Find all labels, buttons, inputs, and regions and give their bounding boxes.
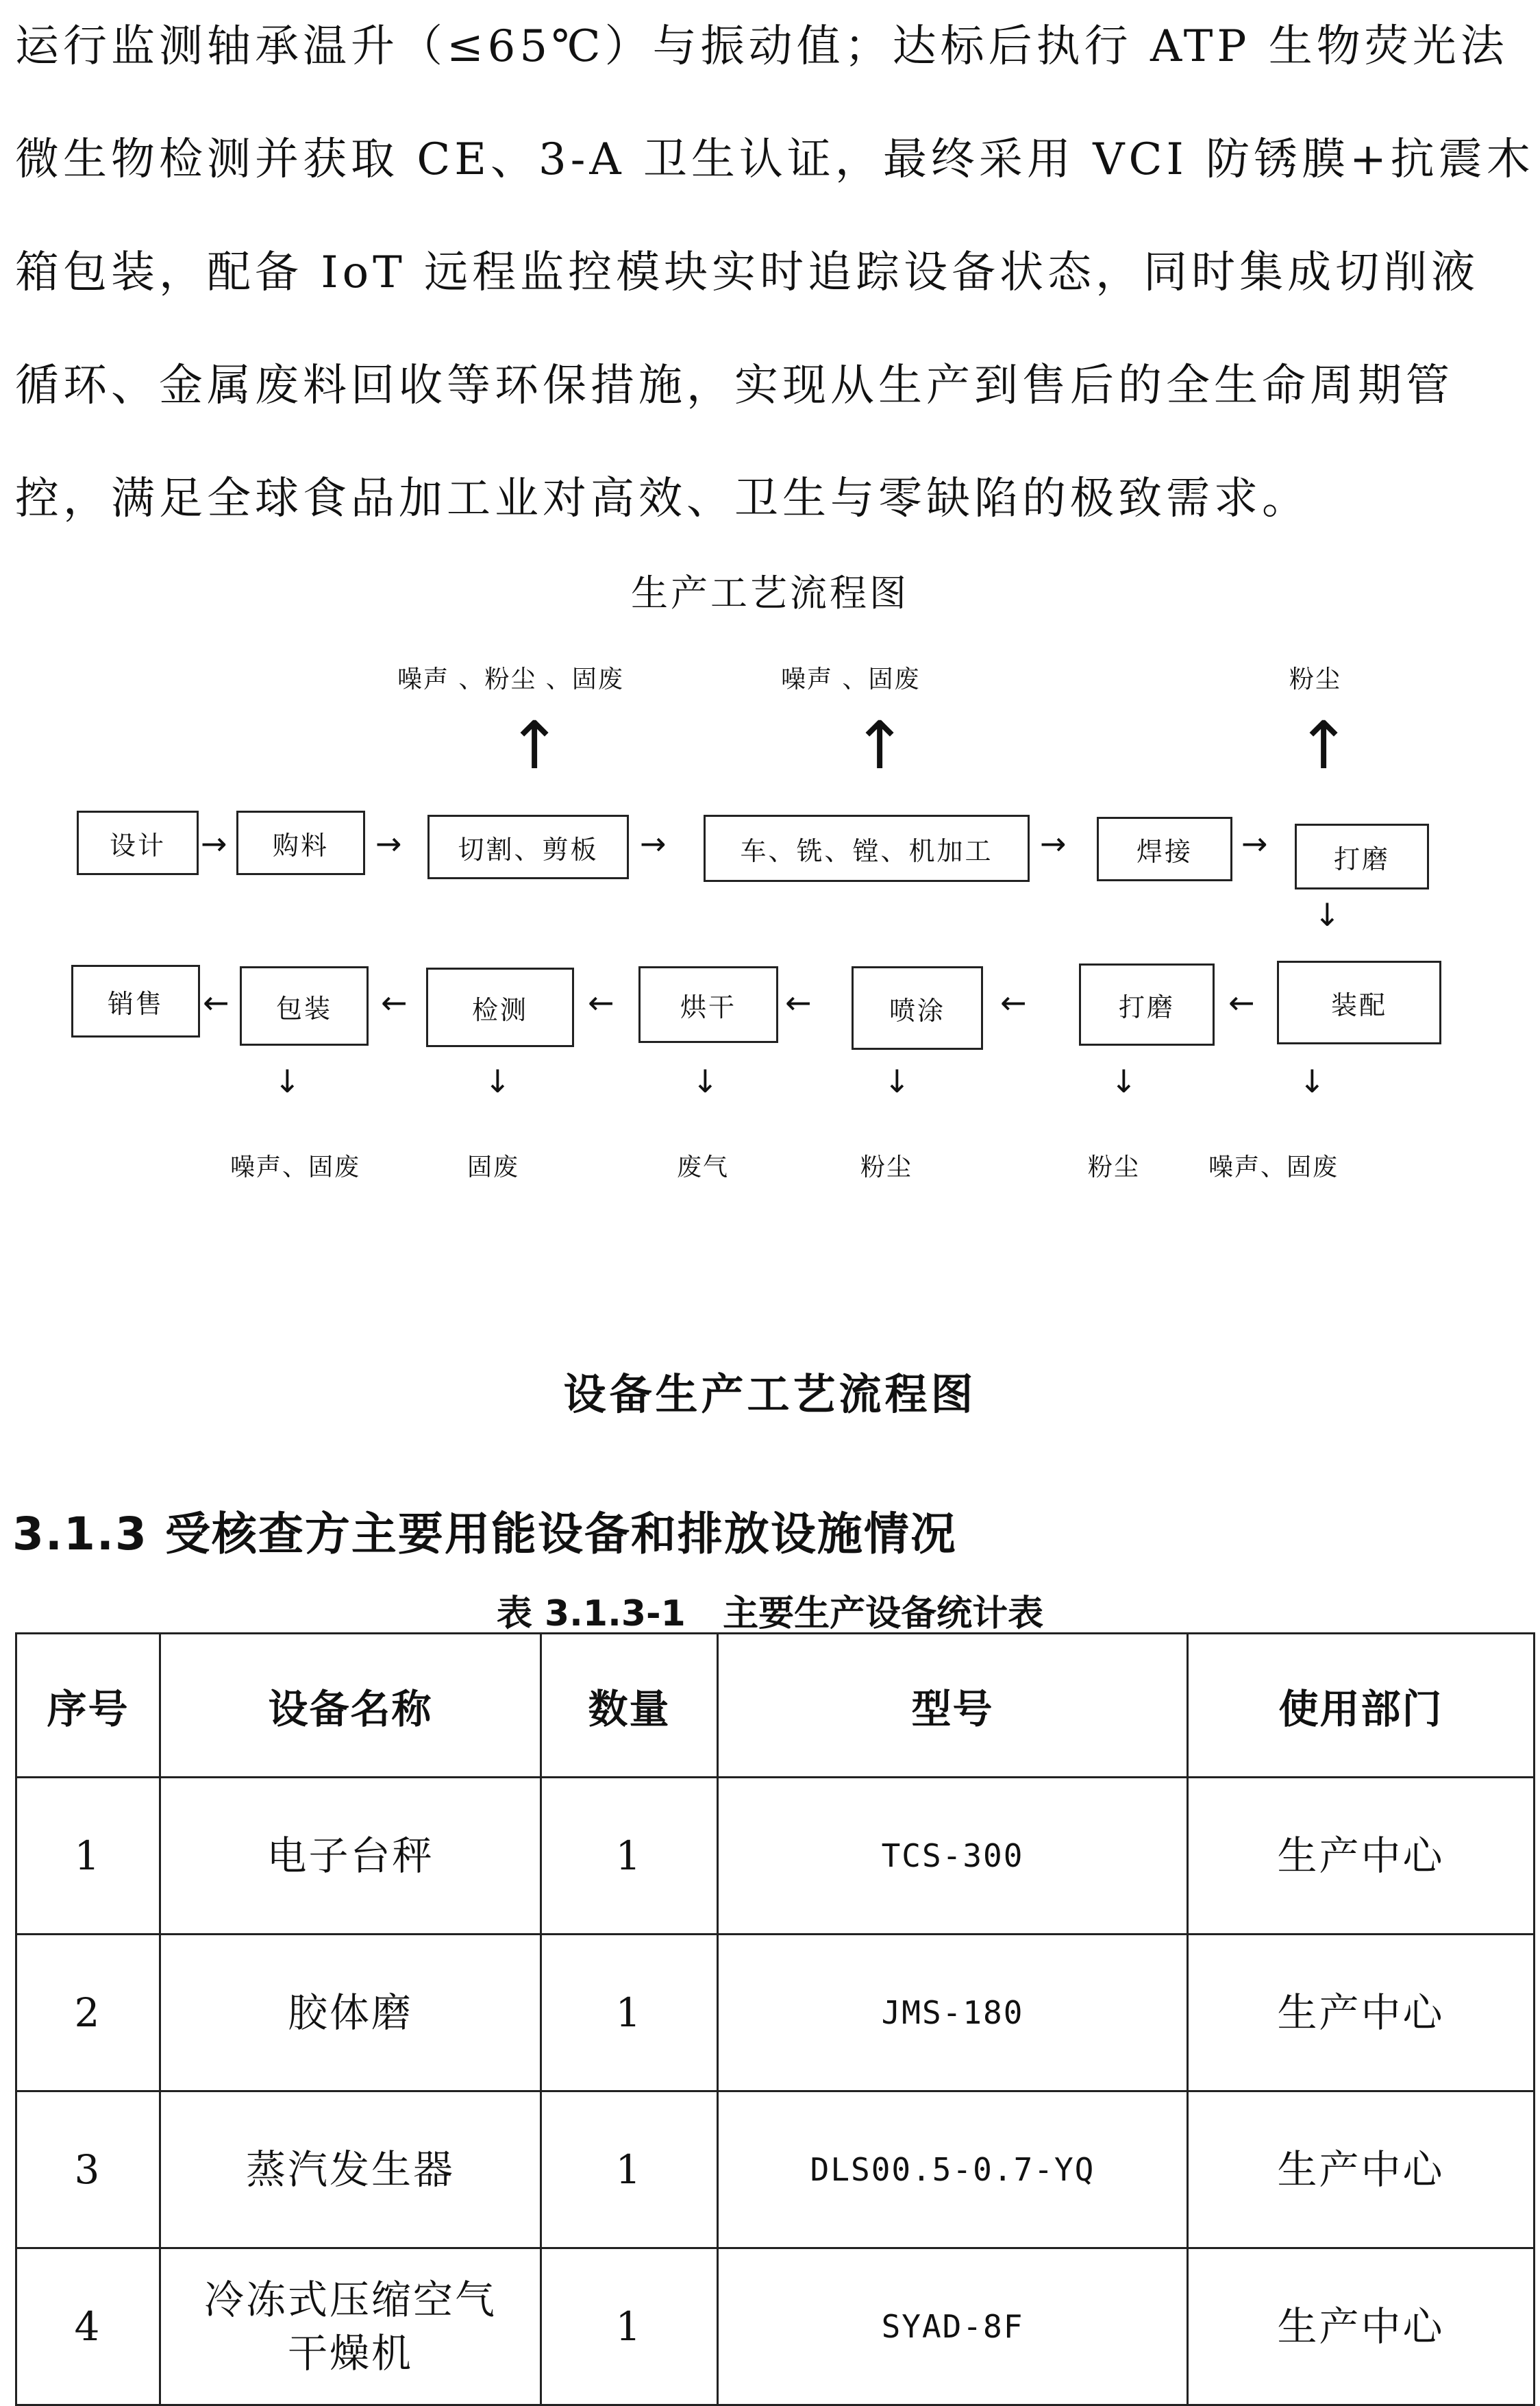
cell-quantity: 1 (541, 2248, 718, 2405)
right-arrow-icon: → (1040, 825, 1067, 862)
down-arrow-icon: ↓ (884, 1063, 910, 1100)
emission-label: 噪声 、粉尘 、固废 (397, 665, 624, 693)
down-arrow-icon: ↓ (692, 1063, 719, 1100)
cell-index: 1 (16, 1778, 160, 1935)
header-department: 使用部门 (1188, 1634, 1535, 1778)
emission-label: 粉尘 (1289, 665, 1342, 693)
up-arrow-icon: ↑ (1296, 707, 1352, 784)
process-box-spraying: 喷涂 (852, 966, 983, 1050)
left-arrow-icon: ← (1000, 984, 1027, 1021)
table-row (16, 2091, 1535, 2248)
table-header-row (16, 1634, 1535, 1778)
process-box-grinding-top: 打磨 (1295, 824, 1429, 889)
up-arrow-icon: ↑ (852, 707, 908, 784)
left-arrow-icon: ← (785, 984, 812, 1021)
left-arrow-icon: ← (203, 984, 229, 1021)
right-arrow-icon: → (375, 825, 402, 862)
section-heading: 3.1.3 受核查方主要用能设备和排放设施情况 (12, 1508, 957, 1560)
intro-line: 箱包装，配备 IoT 远程监控模块实时追踪设备状态，同时集成切削液 (15, 247, 1480, 298)
cell-department: 生产中心 (1188, 1778, 1535, 1935)
figure-caption: 设备生产工艺流程图 (563, 1369, 977, 1419)
intro-line: 运行监测轴承温升（≤65℃）与振动值；达标后执行 ATP 生物荧光法 (15, 21, 1508, 72)
emission-label: 噪声 、固废 (781, 665, 921, 693)
cell-model: TCS-300 (718, 1778, 1188, 1935)
emission-label: 废气 (677, 1153, 730, 1181)
header-model: 型号 (718, 1634, 1188, 1778)
emission-label: 粉尘 (1088, 1153, 1141, 1181)
cell-quantity: 1 (541, 1935, 718, 2091)
process-box-sales: 销售 (71, 965, 200, 1038)
right-arrow-icon: → (640, 825, 667, 862)
process-box-packaging: 包装 (240, 966, 369, 1046)
cell-name: 蒸汽发生器 (160, 2091, 541, 2248)
intro-line: 控，满足全球食品加工业对高效、卫生与零缺陷的极致需求。 (15, 474, 1310, 524)
process-box-drying: 烘干 (638, 966, 778, 1043)
down-arrow-icon: ↓ (484, 1063, 511, 1100)
cell-index: 4 (16, 2248, 160, 2405)
cell-quantity: 1 (541, 2091, 718, 2248)
header-quantity: 数量 (541, 1634, 718, 1778)
cell-department: 生产中心 (1188, 2091, 1535, 2248)
process-box-inspection: 检测 (426, 968, 574, 1047)
cell-name: 冷冻式压缩空气干燥机 (160, 2248, 541, 2405)
cell-model: JMS-180 (718, 1935, 1188, 2091)
up-arrow-icon: ↑ (507, 707, 562, 784)
process-box-machining: 车、铣、镗、机加工 (704, 815, 1030, 882)
down-arrow-icon: ↓ (1110, 1063, 1137, 1100)
emission-label: 固废 (467, 1153, 520, 1181)
process-box-cutting: 切割、剪板 (427, 815, 629, 879)
cell-index: 2 (16, 1935, 160, 2091)
right-arrow-icon: → (201, 825, 227, 862)
header-index: 序号 (16, 1634, 160, 1778)
cell-model: DLS00.5-0.7-YQ (718, 2091, 1188, 2248)
cell-department: 生产中心 (1188, 2248, 1535, 2405)
emission-label: 噪声、固废 (1208, 1153, 1339, 1181)
down-arrow-icon: ↓ (1299, 1063, 1326, 1100)
process-box-purchase: 购料 (236, 811, 365, 875)
left-arrow-icon: ← (381, 984, 408, 1021)
figure-title: 生产工艺流程图 (631, 572, 909, 615)
left-arrow-icon: ← (588, 984, 614, 1021)
cell-index: 3 (16, 2091, 160, 2248)
table-row (16, 1935, 1535, 2091)
down-arrow-icon: ↓ (274, 1063, 301, 1100)
table-row (16, 1778, 1535, 1935)
left-arrow-icon: ← (1228, 984, 1255, 1021)
table-title: 表 3.1.3-1 主要生产设备统计表 (496, 1593, 1044, 1634)
process-box-assembly: 装配 (1277, 961, 1441, 1044)
cell-department: 生产中心 (1188, 1935, 1535, 2091)
process-box-design: 设计 (77, 811, 199, 875)
intro-line: 微生物检测并获取 CE、3-A 卫生认证，最终采用 VCI 防锈膜+抗震木 (15, 134, 1535, 185)
cell-model: SYAD-8F (718, 2248, 1188, 2405)
process-box-welding: 焊接 (1097, 817, 1232, 881)
emission-label: 噪声、固废 (230, 1153, 361, 1181)
table-row (16, 2248, 1535, 2405)
cell-quantity: 1 (541, 1778, 718, 1935)
right-arrow-icon: → (1241, 825, 1268, 862)
cell-name: 胶体磨 (160, 1935, 541, 2091)
intro-line: 循环、金属废料回收等环保措施，实现从生产到售后的全生命周期管 (15, 360, 1454, 411)
process-box-grinding-bottom: 打磨 (1079, 963, 1215, 1046)
header-name: 设备名称 (160, 1634, 541, 1778)
down-arrow-icon: ↓ (1314, 896, 1341, 933)
emission-label: 粉尘 (860, 1153, 913, 1181)
equipment-table (15, 1632, 1535, 2406)
cell-name: 电子台秤 (160, 1778, 541, 1935)
